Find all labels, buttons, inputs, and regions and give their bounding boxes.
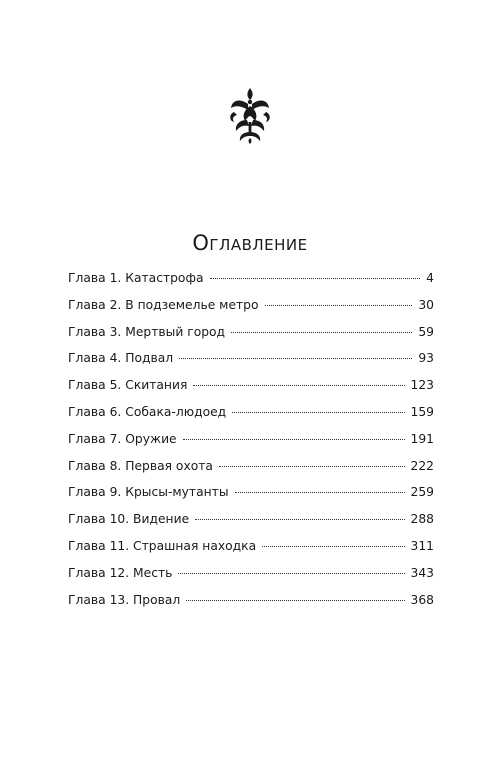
toc-entry <box>68 426 434 453</box>
toc-entry-page: 59 <box>418 324 434 339</box>
toc-entry <box>68 587 434 614</box>
toc-entry-label: Глава 4. Подвал <box>68 351 174 366</box>
toc-entry-label: Глава 11. Страшная находка <box>68 538 257 553</box>
floral-ornament-icon <box>228 88 272 144</box>
toc-entry <box>68 506 434 533</box>
toc-entry <box>68 292 434 319</box>
toc-entry-page: 123 <box>410 378 434 393</box>
toc-entry <box>68 265 434 292</box>
toc-entry-page: 368 <box>410 592 434 607</box>
toc-entry <box>68 560 434 587</box>
toc-entry-label: Глава 7. Оружие <box>68 431 177 446</box>
toc-dot-leader <box>186 599 404 601</box>
toc-title: Оглавление <box>192 231 308 255</box>
toc-entry-label: Глава 13. Провал <box>68 592 181 607</box>
toc-entry-label: Глава 3. Мертвый город <box>68 324 226 339</box>
toc-entry-label: Глава 2. В подземелье метро <box>68 297 259 312</box>
toc-entry <box>68 372 434 399</box>
toc-entry-page: 159 <box>410 404 434 419</box>
toc-dot-leader <box>219 465 405 467</box>
toc-entry <box>68 479 434 506</box>
toc-dot-leader <box>178 572 404 574</box>
toc-entry-label: Глава 10. Видение <box>68 512 190 527</box>
toc-entry-page: 288 <box>410 512 434 527</box>
toc-entry <box>68 319 434 346</box>
toc-entry-label: Глава 9. Крысы-мутанты <box>68 485 229 500</box>
toc-dot-leader <box>231 331 412 333</box>
toc-entry <box>68 533 434 560</box>
toc-entry-page: 343 <box>410 565 434 580</box>
toc-dot-leader <box>195 518 404 520</box>
toc-dot-leader <box>183 438 405 440</box>
toc-entry-label: Глава 1. Катастрофа <box>68 271 204 285</box>
toc-entry-page: 222 <box>410 458 434 473</box>
toc-dot-leader <box>232 411 404 413</box>
toc-entry-page: 93 <box>418 351 434 366</box>
toc-dot-leader <box>235 491 405 493</box>
toc-dot-leader <box>193 384 404 386</box>
toc-entry-label: Глава 12. Месть <box>68 565 173 580</box>
toc-entry-page: 30 <box>418 297 434 312</box>
toc-entry-label: Глава 6. Собака-людоед <box>68 404 227 419</box>
toc-dot-leader <box>210 277 421 279</box>
toc-entry <box>68 345 434 372</box>
toc-entry-page: 191 <box>410 431 434 446</box>
toc-dot-leader <box>262 545 404 547</box>
toc-entry <box>68 453 434 480</box>
toc-entry <box>68 399 434 426</box>
toc-dot-leader <box>179 357 412 359</box>
table-of-contents <box>68 265 434 613</box>
toc-entry-label: Глава 5. Скитания <box>68 378 188 393</box>
toc-entry-page: 4 <box>426 271 434 285</box>
toc-entry-page: 259 <box>410 485 434 500</box>
toc-dot-leader <box>265 304 413 306</box>
toc-entry-label: Глава 8. Первая охота <box>68 458 213 473</box>
toc-entry-page: 311 <box>410 538 434 553</box>
